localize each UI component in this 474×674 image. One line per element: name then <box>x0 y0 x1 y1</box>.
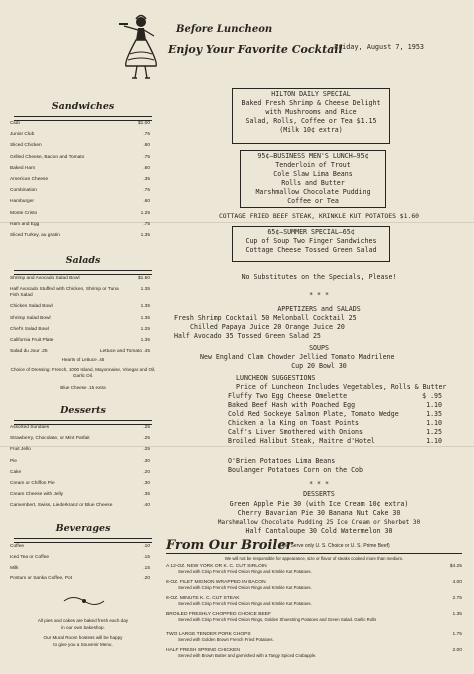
flourish-icon <box>62 594 106 608</box>
menu-item-name: Junior Club <box>10 132 35 138</box>
soups-line: New England Clam Chowder Jellied Tomato Madrilene <box>200 353 395 361</box>
broiler-item-price: 1.75 <box>452 632 462 637</box>
broiler-item-row <box>166 648 462 662</box>
broiler-item-row <box>166 564 462 578</box>
summer-special-title: 65¢—SUMMER SPECIAL—65¢ <box>267 228 355 236</box>
appetizers-title: APPETIZERS and SALADS <box>277 305 361 313</box>
menu-item-price: 1.35 <box>140 287 150 293</box>
footer-pies-line2: in our own bakeshop. <box>61 625 105 630</box>
luncheon-item-name: Cold Red Sockeye Salmon Plate, Tomato Wedge <box>228 410 399 418</box>
luncheon-item-name: Broiled Halibut Steak, Maitre d'Hotel <box>228 437 375 445</box>
broiler-item-description: Served with Crisp French Fried Onion Rings and Krinkle Kut Potatoes. <box>178 569 312 574</box>
luncheon-item-price: 1.25 <box>426 428 442 436</box>
luncheon-item-price: 1.35 <box>426 410 442 418</box>
menu-item-price: 1.25 <box>140 326 150 332</box>
broiler-item-name: 8-OZ. FILET MIGNON WRAPPED IN BACON <box>166 580 266 585</box>
daily-special-line: Baked Fresh Shrimp & Cheese Delight <box>241 99 381 107</box>
menu-item-price: .75 <box>143 132 150 138</box>
luncheon-intro: Price of Luncheon Includes Vegetables, Rolls & Butter <box>236 383 447 391</box>
menu-item-price: $1.00 <box>137 121 150 126</box>
broiler-item-price: 4.00 <box>452 580 462 585</box>
broiler-item-description: Served with Brown Butter and garnished with a Tangy Spiced Crabapple. <box>178 653 317 658</box>
footer-pies-line1: All pies and cakes are baked fresh each day <box>37 618 129 623</box>
menu-item-name: Postum or Sanka Coffee, Pot <box>10 576 73 582</box>
menu-item-name: Hamburger <box>10 199 34 205</box>
menu-item-name: Milk <box>10 565 19 571</box>
menu-item-price: .75 <box>143 221 150 227</box>
header-date: Friday, August 7, 1953 <box>334 43 425 51</box>
menu-item-name: California Fruit Plate <box>10 338 54 343</box>
menu-item-price: .80 <box>143 143 150 149</box>
broiler-note: We will not be responsible for appearance, size or flavor of steaks cooked more than medium. <box>224 556 404 561</box>
broiler-item-price: 2.00 <box>452 648 462 653</box>
menu-item-name: Baked Ham <box>10 165 36 171</box>
broiler-item-name: BROILED FRESHLY CHOPPED CHOICE BEEF <box>166 612 271 617</box>
appetizers-line: Half Avocado 35 Tossed Green Salad 25 <box>174 332 321 340</box>
menu-item-price: .30 <box>143 458 150 464</box>
luncheon-sides: Boulanger Potatoes Corn on the Cob <box>228 466 363 474</box>
broiler-item-row <box>166 596 462 610</box>
menu-item-name: Cake <box>10 469 22 475</box>
menu-item-price: .15 <box>143 554 150 560</box>
broiler-item-description: Served with Crisp French Fried Onion Rings and Krinkle Kut Potatoes. <box>178 585 312 590</box>
stars-divider: * * * <box>309 480 329 488</box>
menu-item-price: 1.35 <box>140 233 150 238</box>
menu-item-price: .75 <box>143 188 150 194</box>
menu-item-price: .25 <box>143 447 150 453</box>
broiler-subtitle: (We Serve only U. S. Choice or U. S. Prime Beef) <box>280 543 390 549</box>
daily-special-title: HILTON DAILY SPECIAL <box>271 90 351 98</box>
menu-item-name: Fruit Jello <box>10 447 31 453</box>
desserts-right-line: Cherry Bavarian Pie 30 Banana Nut Cake 30 <box>237 509 401 517</box>
menu-item-name: Coffee <box>10 544 25 549</box>
desserts-left-title: Desserts <box>60 405 106 416</box>
menu-item-price: .60 <box>143 199 150 205</box>
summer-special-line: Cup of Soup Two Finger Sandwiches <box>245 237 377 245</box>
daily-special-line: Salad, Rolls, Coffee or Tea $1.15 <box>245 117 377 125</box>
menu-item-price: $1.50 <box>137 276 150 281</box>
luncheon-title: LUNCHEON SUGGESTIONS <box>236 374 316 382</box>
dressing-choice: Choice of Dressing: French, 1000 Island, Mayonnaise, Vinegar and Oil, Garlic Oil. <box>10 367 156 378</box>
menu-item-price: .20 <box>143 469 150 475</box>
menu-item-name: Grilled Cheese, Bacon and Tomato <box>10 154 85 160</box>
appetizers-line: Fresh Shrimp Cocktail 50 Melonball Cocktail 25 <box>174 314 357 322</box>
broiler-item-name: TWO LARGE TENDER PORK CHOPS <box>166 632 251 637</box>
luncheon-item-price: 1.10 <box>426 437 442 445</box>
menu-item-price: 1.35 <box>140 315 150 321</box>
menu-item-name: Half Avocado Stuffed with Chicken, Shrimp or Tuna Fish Salad <box>10 287 119 298</box>
appetizers-line: Chilled Papaya Juice 20 Orange Juice 20 <box>190 323 345 331</box>
broiler-item-row <box>166 612 462 626</box>
menu-item-name: Pie <box>10 458 17 464</box>
menu-item-name: Ham and Egg <box>10 221 40 227</box>
broiler-item-description: Served with Crisp French Fried Onion Rings, Golden Shoestring Potatoes and Green Salad. Garlic Rolls <box>178 617 377 622</box>
menu-item-name: Iced Tea or Coffee <box>10 554 50 560</box>
menu-item-price: .25 <box>143 436 150 442</box>
broiler-item-price: $4.25 <box>449 564 462 569</box>
broiler-item-name: HALF FRESH SPRING CHICKEN <box>166 648 240 653</box>
broiler-item-name: 8-OZ. MINUTE K. C. CUT STEAK <box>166 596 240 601</box>
divider <box>166 553 462 554</box>
beef-steak-special: COTTAGE FRIED BEEF STEAK, KRINKLE KUT POTATOES $1.60 <box>218 212 420 220</box>
beverages-title: Beverages <box>55 523 111 534</box>
business-lunch-line: Cole Slaw Lima Beans <box>273 170 353 178</box>
luncheon-item-price: 1.10 <box>426 419 442 427</box>
menu-item-price: .35 <box>143 177 150 182</box>
header-before-luncheon: Before Luncheon <box>176 24 273 35</box>
luncheon-item-name: Baked Beef Hash with Poached Egg <box>228 401 356 409</box>
broiler-item-row <box>166 632 462 646</box>
waitress-logo-icon <box>118 10 164 82</box>
menu-item-name: Shrimp Salad Bowl <box>10 315 51 321</box>
salads-title: Salads <box>65 255 101 266</box>
luncheon-sides: O'Brien Potatoes Lima Beans <box>228 457 336 465</box>
menu-item-name: Assorted Sundaes <box>10 425 50 430</box>
broiler-item-name: A 12-OZ. NEW YORK OR K. C. CUT SIRLOIN <box>166 564 267 569</box>
desserts-right-line: Green Apple Pie 30 (with Ice Cream 10¢ extra) <box>229 500 409 508</box>
broiler-item-price: 1.35 <box>452 612 462 617</box>
menu-item-name: Cream or Chiffon Pie <box>10 481 55 486</box>
footer-hostess-line2: to give you a Souvenir Menu. <box>53 642 113 647</box>
menu-item-price: 1.25 <box>140 210 150 216</box>
broiler-item-description: Served with Crisp French Fried Onion Rings and Krinkle Kut Potatoes. <box>178 601 312 606</box>
broiler-item-description: Served with Golden Brown French Fried Potatoes. <box>178 637 274 642</box>
menu-item-name: Chef's Salad Bowl <box>10 326 49 332</box>
header-cocktail: Enjoy Your Favorite Cocktail <box>168 43 343 56</box>
menu-item-name: Salad du Jour .25 <box>10 349 48 355</box>
menu-item-price: .25 <box>143 425 150 430</box>
hearts-of-lettuce: Hearts of Lettuce .45 <box>61 357 105 362</box>
menu-item-price: .30 <box>143 481 150 486</box>
menu-item-name: Strawberry, Chocolate, or Mint Parfait <box>10 436 90 442</box>
sandwiches-title: Sandwiches <box>51 101 115 112</box>
soups-title: SOUPS <box>309 344 329 352</box>
business-lunch-line: Rolls and Butter <box>281 179 345 187</box>
summer-special-line: Cottage Cheese Tossed Green Salad <box>245 246 377 254</box>
divider <box>14 538 152 543</box>
business-lunch-line: Coffee or Tea <box>287 197 339 205</box>
menu-item-name: American Cheese <box>10 177 49 182</box>
desserts-right-line: Half Cantaloupe 30 Cold Watermelon 30 <box>245 527 393 535</box>
soups-line: Cup 20 Bowl 30 <box>291 362 347 370</box>
menu-item-price: .35 <box>143 492 150 498</box>
luncheon-item-name: Chicken a la King on Toast Points <box>228 419 360 427</box>
menu-item-name: Combination <box>10 188 37 194</box>
menu-item-price: 1.35 <box>140 338 150 343</box>
daily-special-line: with Mushrooms and Rice <box>265 108 357 116</box>
menu-item-price: .75 <box>143 154 150 160</box>
menu-item-price: .60 <box>143 165 150 171</box>
broiler-title: From Our Broiler <box>166 538 293 553</box>
luncheon-item-name: Fluffy Two Egg Cheese Omelette <box>228 392 348 400</box>
menu-item-price: .40 <box>143 503 150 509</box>
luncheon-item-price: 1.10 <box>426 401 442 409</box>
menu-item-name: Monte Cristo <box>10 210 38 216</box>
business-lunch-line: Tenderloin of Trout <box>275 161 351 169</box>
no-substitutes: No Substitutes on the Specials, Please! <box>241 273 397 281</box>
menu-item-price: 1.35 <box>140 304 150 310</box>
business-lunch-title: 95¢—BUSINESS MEN'S LUNCH—95¢ <box>257 152 369 160</box>
blue-cheese-extra: Blue Cheese .15 extra <box>60 385 106 390</box>
menu-item-name: Cream Cheese with Jelly <box>10 492 64 498</box>
menu-item-price: .10 <box>143 544 150 549</box>
menu-item-price: .15 <box>143 565 150 571</box>
footer-hostess-line1: Our Mural Room hostess will be happy <box>43 635 123 640</box>
broiler-item-row <box>166 580 462 594</box>
broiler-item-price: 2.75 <box>452 596 462 601</box>
menu-item-name: Sliced Chicken <box>10 143 42 149</box>
stars-divider: * * * <box>309 291 329 299</box>
divider <box>14 270 152 275</box>
menu-item-price: Lettuce and Tomato .45 <box>99 349 150 355</box>
menu-item-name: Sliced Turkey, au gratin <box>10 233 60 238</box>
luncheon-item-name: Calf's Liver Smothered with Onions <box>228 428 363 436</box>
daily-special-line: (Milk 10¢ extra) <box>279 126 343 134</box>
menu-item-price: .20 <box>143 576 150 582</box>
desserts-right-line: Marshmallow Chocolate Pudding 25 Ice Cream or Sherbet 30 <box>217 519 421 526</box>
desserts-right-title: DESSERTS <box>303 490 335 498</box>
menu-item-name: Camembert, Swiss, Liederkranz or Blue Cheese <box>10 503 113 509</box>
luncheon-item-price: $ .95 <box>422 392 442 400</box>
menu-item-name: Shrimp and Avocado Salad Bowl <box>10 276 80 281</box>
menu-item-name: Chicken Salad Bowl <box>10 304 53 310</box>
menu-item-name: Club <box>10 121 20 126</box>
business-lunch-line: Marshmallow Chocolate Pudding <box>255 188 371 196</box>
